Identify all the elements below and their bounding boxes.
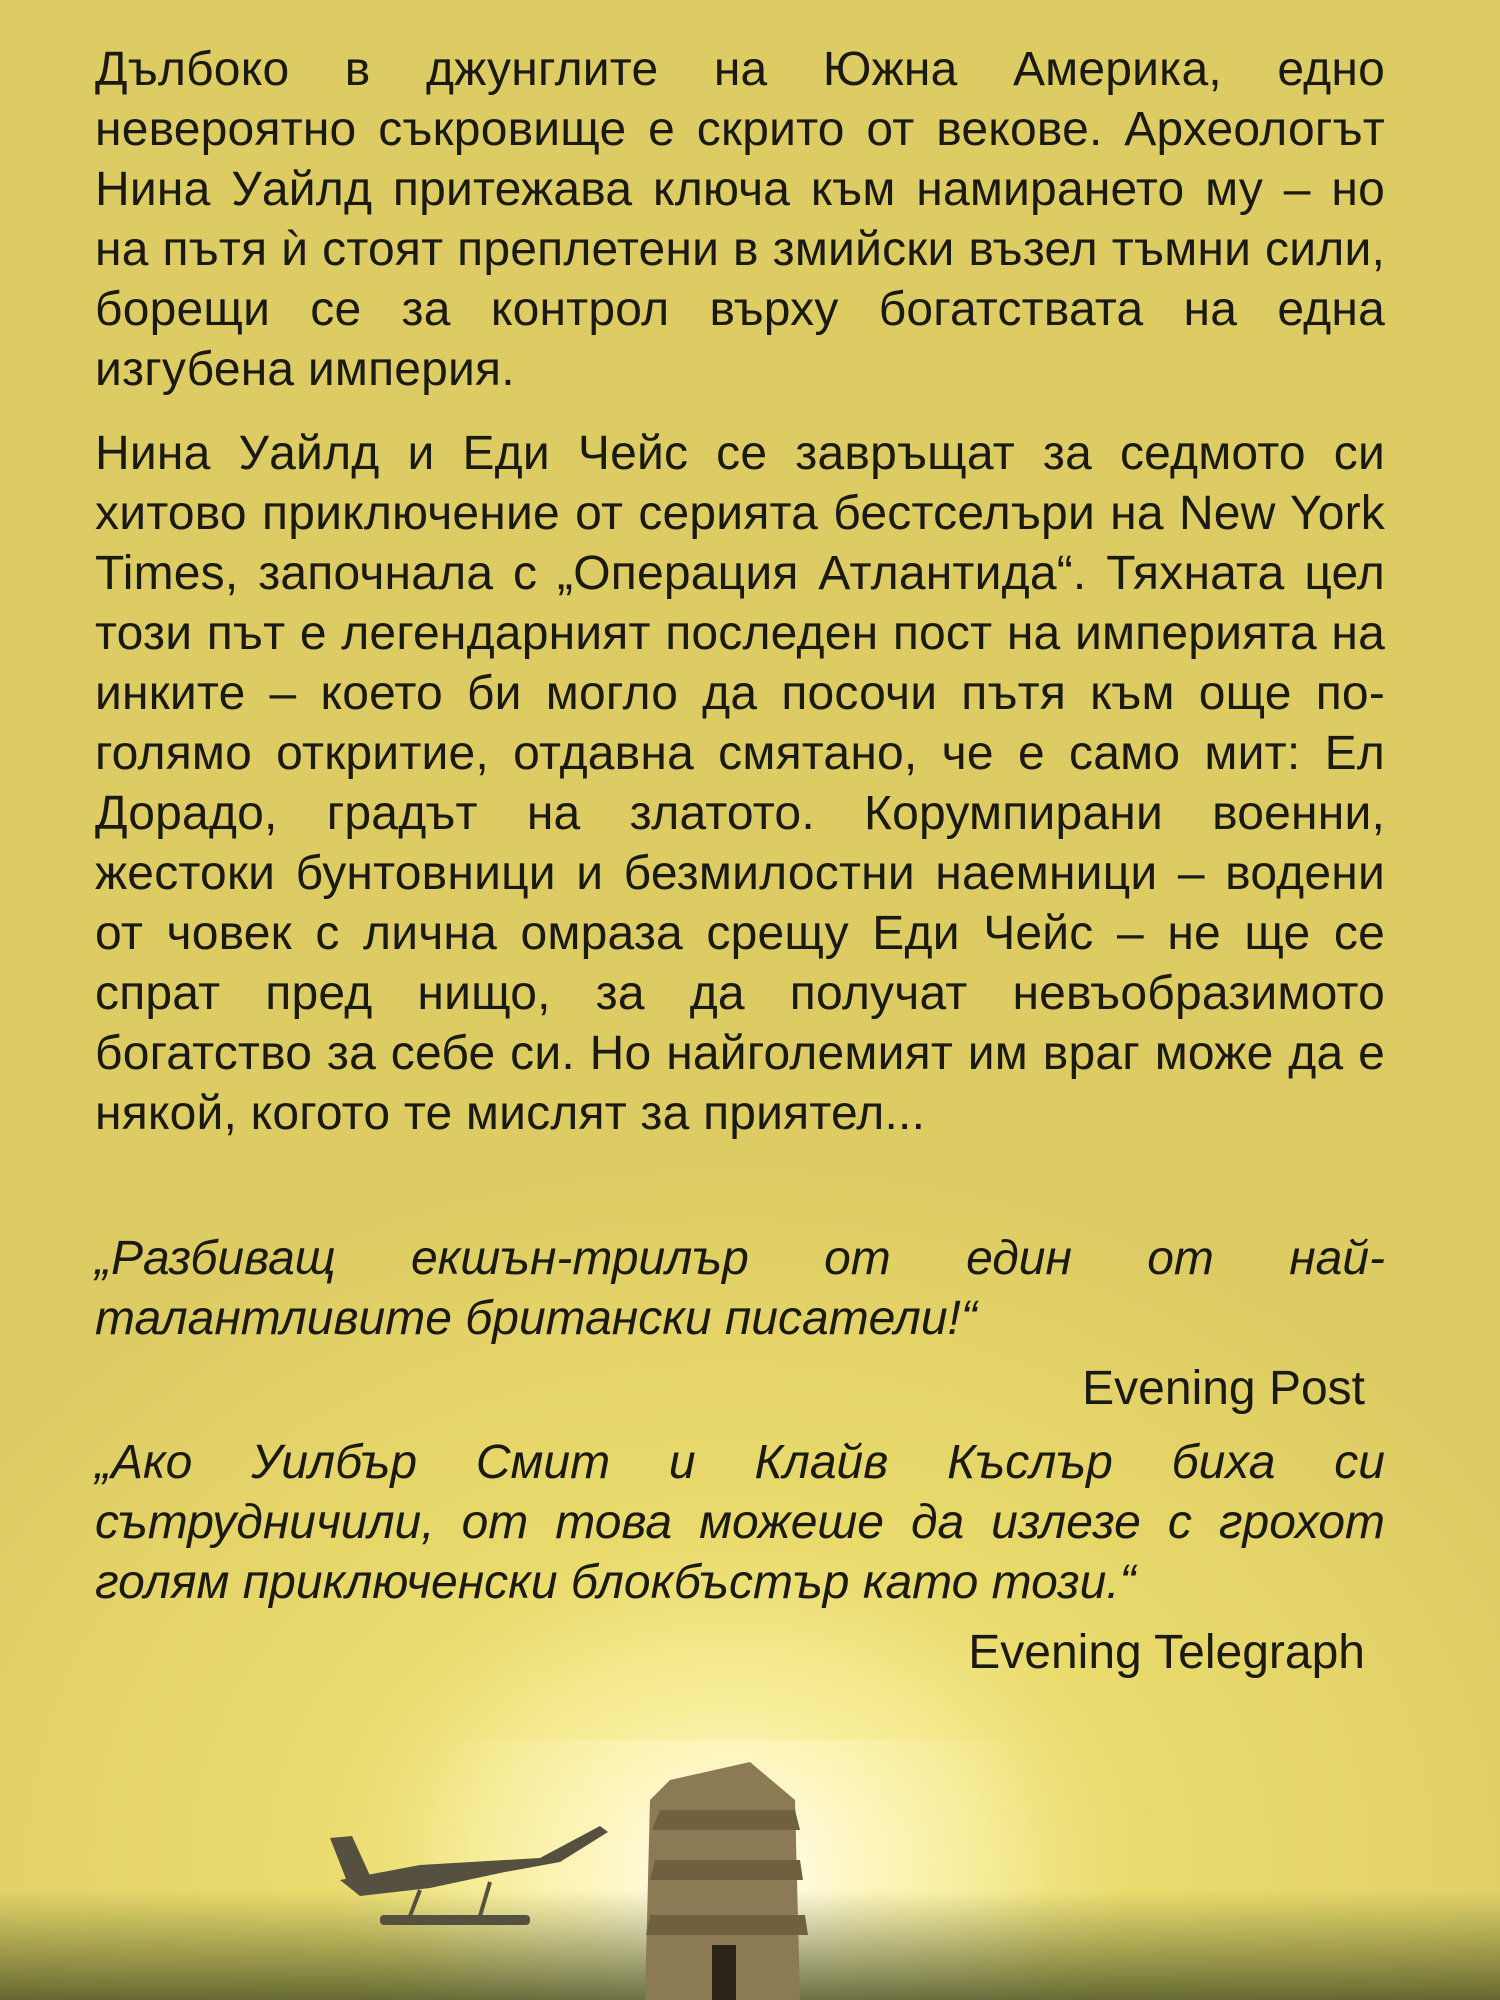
review-quote-1: „Разбиващ екшън-трилър от един от най-талантливите британски писатели!“ — [95, 1232, 1385, 1345]
synopsis-paragraph-1: Дълбоко в джунглите на Южна Америка, едно невероятно съкровище е скрито от векове. Археологът Нина Уайлд притежава ключа към намирането му – но на пътя ѝ стоят преплетени в змийски възел тъмни сили, борещи се за контрол върху богатствата на една изгубена империя. — [95, 43, 1385, 396]
review-source-2: Evening Telegraph — [968, 1626, 1365, 1679]
temple-tower-icon — [645, 1762, 808, 2000]
review-source-1: Evening Post — [1082, 1362, 1365, 1415]
synopsis-paragraph-2: Нина Уайлд и Еди Чейс се завръщат за седмото си хитово приключение от серията бестселъри на New York Times, започнала с „Операция Атлантида“. Тяхната цел този път е легендарният последен пост на империята на инките – което би могло да посочи пътя към още по-голямо откритие, отдавна смятано, че е само мит: Ел Дорадо, градът на златото. Корумпирани военни, жестоки бунтовници и безмилостни наемници – водени от човек с лична омраза срещу Еди Чейс – не ще се спрат пред нищо, за да получат невъобразимото богатство за себе си. Но найголемият им враг може да е някой, когото те мислят за приятел... — [95, 427, 1385, 1140]
review-quote-2: „Ако Уилбър Смит и Клайв Къслър биха си сътрудничили, от това можеше да излезе с грохот голям приключенски блокбъстър като този.“ — [95, 1436, 1385, 1609]
cover-illustration — [0, 1740, 1500, 2000]
back-cover-text — [95, 40, 1385, 1683]
